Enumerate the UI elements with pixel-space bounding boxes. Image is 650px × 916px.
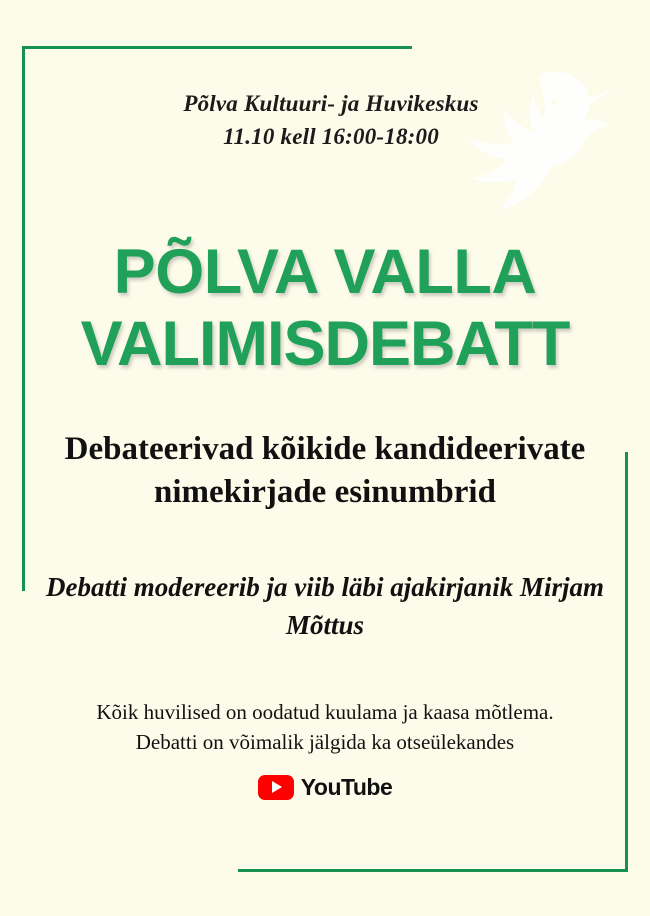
title-line-1: PÕLVA VALLA <box>113 237 537 308</box>
youtube-label: YouTube <box>300 773 393 800</box>
page-title <box>0 237 650 379</box>
youtube-link[interactable] <box>258 774 392 801</box>
note-block <box>20 698 630 758</box>
venue-place: Põlva Kultuuri- ja Huvikeskus <box>183 91 479 116</box>
moderator-text: Debatti modereerib ja viib läbi ajakirjanik Mirjam Mõttus <box>46 572 604 640</box>
title-line-2: VALIMISDEBATT <box>80 308 570 379</box>
venue-datetime: 11.10 kell 16:00-18:00 <box>223 123 439 149</box>
note-line-1: Kõik huvilised on oodatud kuulama ja kaasa mõtlema. <box>96 699 554 724</box>
event-venue-block <box>0 88 650 153</box>
youtube-icon <box>258 775 294 800</box>
subtitle: Debateerivad kõikide kandideerivate nimekirjade esinumbrid <box>64 430 586 510</box>
note-line-2: Debatti on võimalik jälgida ka otseülekandes <box>135 729 515 754</box>
